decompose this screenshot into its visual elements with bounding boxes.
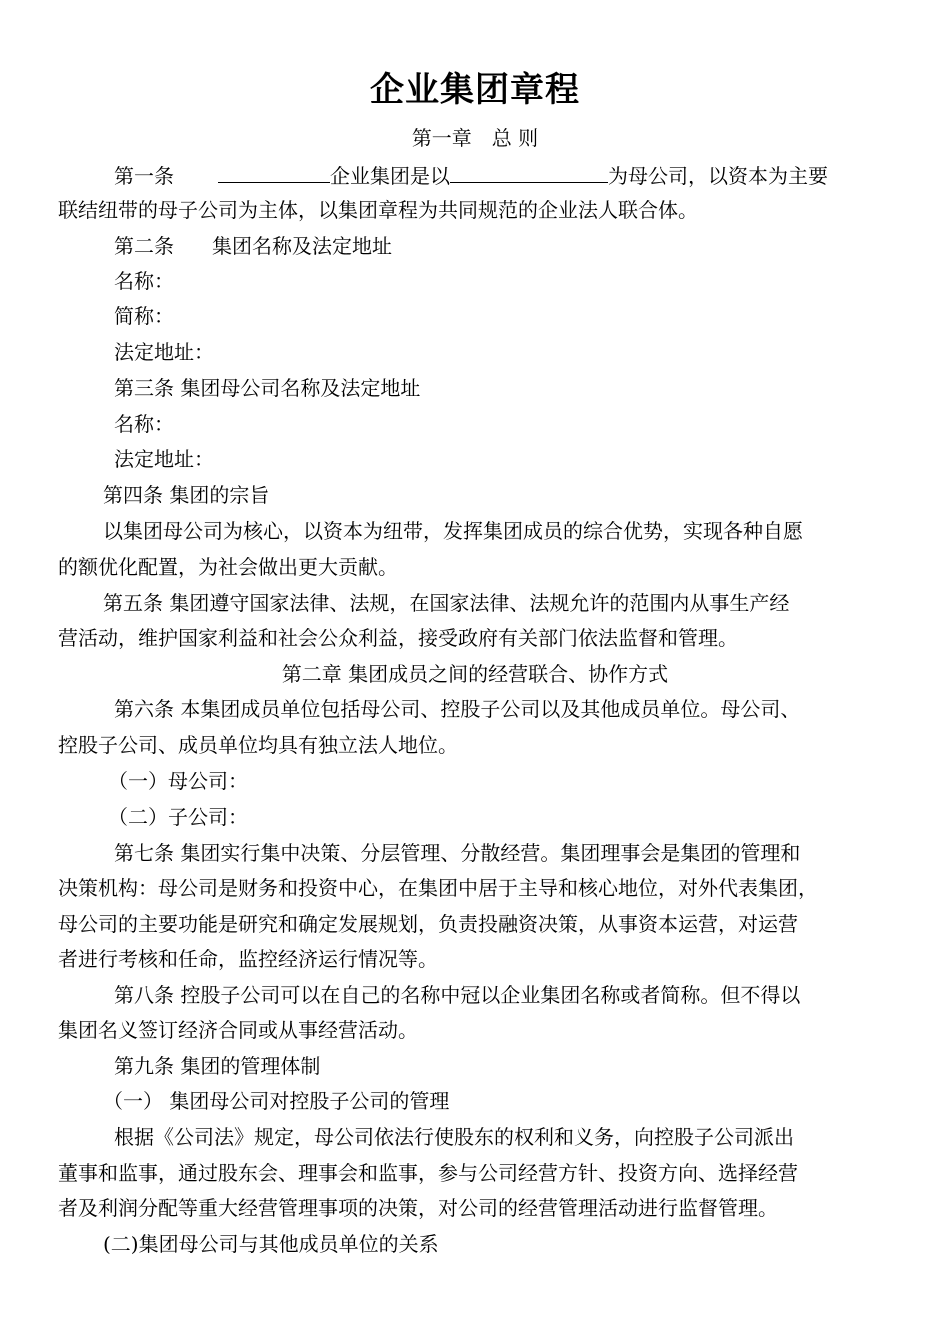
article-1-label: 第一条: [114, 164, 174, 188]
article-1-line-2: 联结纽带的母子公司为主体，以集团章程为共同规范的企业法人联合体。: [58, 198, 698, 222]
article-7-line-4: 者进行考核和任命，监控经济运行情况等。: [58, 947, 438, 971]
article-3-name: 名称：: [114, 412, 174, 436]
article-6-item-parent: （一）母公司：: [108, 769, 248, 793]
article-2-title: 集团名称及法定地址: [212, 234, 392, 258]
article-9-subsection-2: (二)集团母公司与其他成员单位的关系: [103, 1232, 439, 1256]
document-title: 企业集团章程: [370, 70, 580, 110]
article-5-line-2: 营活动，维护国家利益和社会公众利益，接受政府有关部门依法监督和管理。: [58, 626, 738, 650]
article-4-line-2: 的额优化配置，为社会做出更大贡献。: [58, 555, 398, 579]
chapter-1-heading: 第一章 总 则: [411, 126, 539, 150]
article-7-line-1: 第七条 集团实行集中决策、分层管理、分散经营。集团理事会是集团的管理和: [114, 841, 801, 865]
article-2-address: 法定地址：: [114, 340, 214, 364]
article-9-heading: 第九条 集团的管理体制: [114, 1054, 321, 1078]
article-2-heading: [114, 232, 392, 260]
article-6-line-1: 第六条 本集团成员单位包括母公司、控股子公司以及其他成员单位。母公司、: [114, 697, 801, 721]
article-3-heading: 第三条 集团母公司名称及法定地址: [114, 376, 421, 400]
article-5-line-1: 第五条 集团遵守国家法律、法规，在国家法律、法规允许的范围内从事生产经: [103, 591, 790, 615]
article-1-text-b: 为母公司，以资本为主要: [608, 164, 828, 188]
article-8-line-2: 集团名义签订经济合同或从事经营活动。: [58, 1018, 418, 1042]
article-1-text-a: 企业集团是以: [330, 164, 450, 188]
article-9-paragraph-line-3: 者及利润分配等重大经营管理事项的决策，对公司的经营管理活动进行监督管理。: [58, 1196, 778, 1220]
article-6-line-2: 控股子公司、成员单位均具有独立法人地位。: [58, 733, 458, 757]
parent-company-blank: [450, 160, 608, 183]
article-7-line-2: 决策机构：母公司是财务和投资中心，在集团中居于主导和核心地位，对外代表集团，: [58, 876, 818, 900]
article-2-abbreviation: 简称：: [114, 304, 174, 328]
article-6-item-subsidiary: （二）子公司：: [108, 805, 248, 829]
article-2-label: 第二条: [114, 234, 174, 258]
article-9-subsection-1: （一） 集团母公司对控股子公司的管理: [103, 1089, 450, 1113]
article-9-paragraph-line-1: 根据《公司法》规定，母公司依法行使股东的权利和义务，向控股子公司派出: [114, 1125, 794, 1149]
article-9-paragraph-line-2: 董事和监事，通过股东会、理事会和监事，参与公司经营方针、投资方向、选择经营: [58, 1161, 798, 1185]
article-4-line-1: 以集团母公司为核心，以资本为纽带，发挥集团成员的综合优势，实现各种自愿: [103, 519, 803, 543]
article-4-heading: 第四条 集团的宗旨: [103, 483, 270, 507]
article-8-line-1: 第八条 控股子公司可以在自己的名称中冠以企业集团名称或者简称。但不得以: [114, 983, 801, 1007]
article-7-line-3: 母公司的主要功能是研究和确定发展规划，负责投融资决策，从事资本运营，对运营: [58, 912, 798, 936]
article-1-line-1: [114, 160, 828, 188]
company-name-blank: [218, 160, 330, 183]
chapter-2-heading: 第二章 集团成员之间的经营联合、协作方式: [281, 662, 669, 686]
article-2-name: 名称：: [114, 269, 174, 293]
article-3-address: 法定地址：: [114, 447, 214, 471]
